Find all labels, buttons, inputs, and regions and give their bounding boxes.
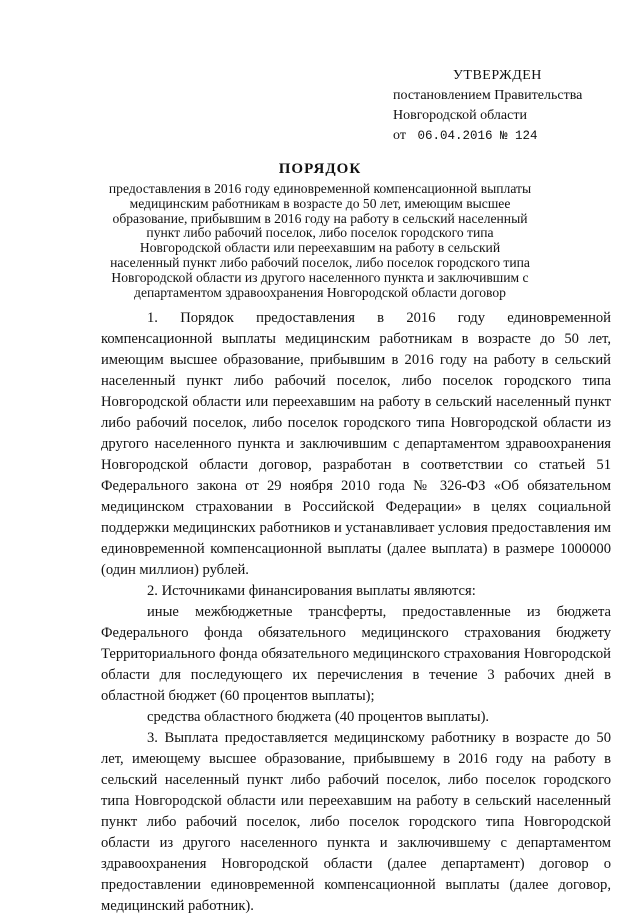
document-subtitle: предоставления в 2016 году единовременной компенсационной выплаты медицинским работникам в возрасте до 50 лет, имеющим высшее образование, прибывшим в 2016 году на работу в сельский населенный пункт либо рабочий поселок, либо поселок городского типа Новгородской области или переехавшим на работу в сельский населенный пункт либо рабочий поселок, либо поселок городского типа Новгородской области из другого населенного пункта и заключившим с департаментом здравоохранения Новгородской области договор <box>108 181 532 300</box>
approval-date-prefix: от <box>393 128 406 143</box>
approval-date-line <box>393 126 623 146</box>
document-title: ПОРЯДОК <box>278 161 362 177</box>
paragraph-2-item-regional-budget: средства областного бюджета (40 процентов выплаты). <box>147 709 490 725</box>
approval-line-region: Новгородской области <box>393 108 527 123</box>
paragraph-2: 2. Источниками финансирования выплаты являются: <box>147 583 476 599</box>
paragraph-1: 1. Порядок предоставления в 2016 году единовременной компенсационной выплаты медицинским работникам в возрасте до 50 лет, имеющим высшее образование, прибывшим в 2016 году на работу в сельский населенный пункт либо рабочий поселок, либо поселок городского типа Новгородской области или переехавшим на работу в сельский населенный пункт либо рабочий поселок, либо поселок городского типа Новгородской области из другого населенного пункта и заключившим с департаментом здравоохранения Новгородской области договор, разработан в соответствии со статьей 51 Федерального закона от 29 ноября 2010 года № 326-ФЗ «Об обязательном медицинском страховании в Российской Федерации» в целях социальной поддержки медицинских работников и устанавливает условия предоставления им единовременной компенсационной выплаты (далее выплата) в размере 1000000 (один миллион) рублей. <box>101 310 611 578</box>
paragraph-3: 3. Выплата предоставляется медицинскому работнику в возрасте до 50 лет, имеющему высшее образование, прибывшему в 2016 году на работу в сельский населенный пункт либо рабочий поселок, либо поселок городского типа Новгородской области или переехавшим на работу в сельский населенный пункт либо рабочий поселок, либо поселок городского типа Новгородской области из другого населенного пункта и заключившему с департаментом здравоохранения Новгородской области (далее департамент) договор о предоставлении единовременной компенсационной выплаты (далее договор, медицинский работник). <box>101 730 611 914</box>
paragraph-2-item-transfers: иные межбюджетные трансферты, предоставленные из бюджета Федерального фонда обязательного медицинского страхования бюджету Территориального фонда обязательного медицинского страхования Новгородской области для последующего их перечисления в течение 3 рабочих дней в областной бюджет (60 процентов выплаты); <box>101 604 611 704</box>
approval-stamp <box>393 66 623 146</box>
document-body <box>101 308 611 917</box>
approval-date-value: 06.04.2016 № 124 <box>417 129 538 143</box>
approval-title: УТВЕРЖДЕН <box>453 68 542 83</box>
approval-line-resolution: постановлением Правительства <box>393 88 583 103</box>
